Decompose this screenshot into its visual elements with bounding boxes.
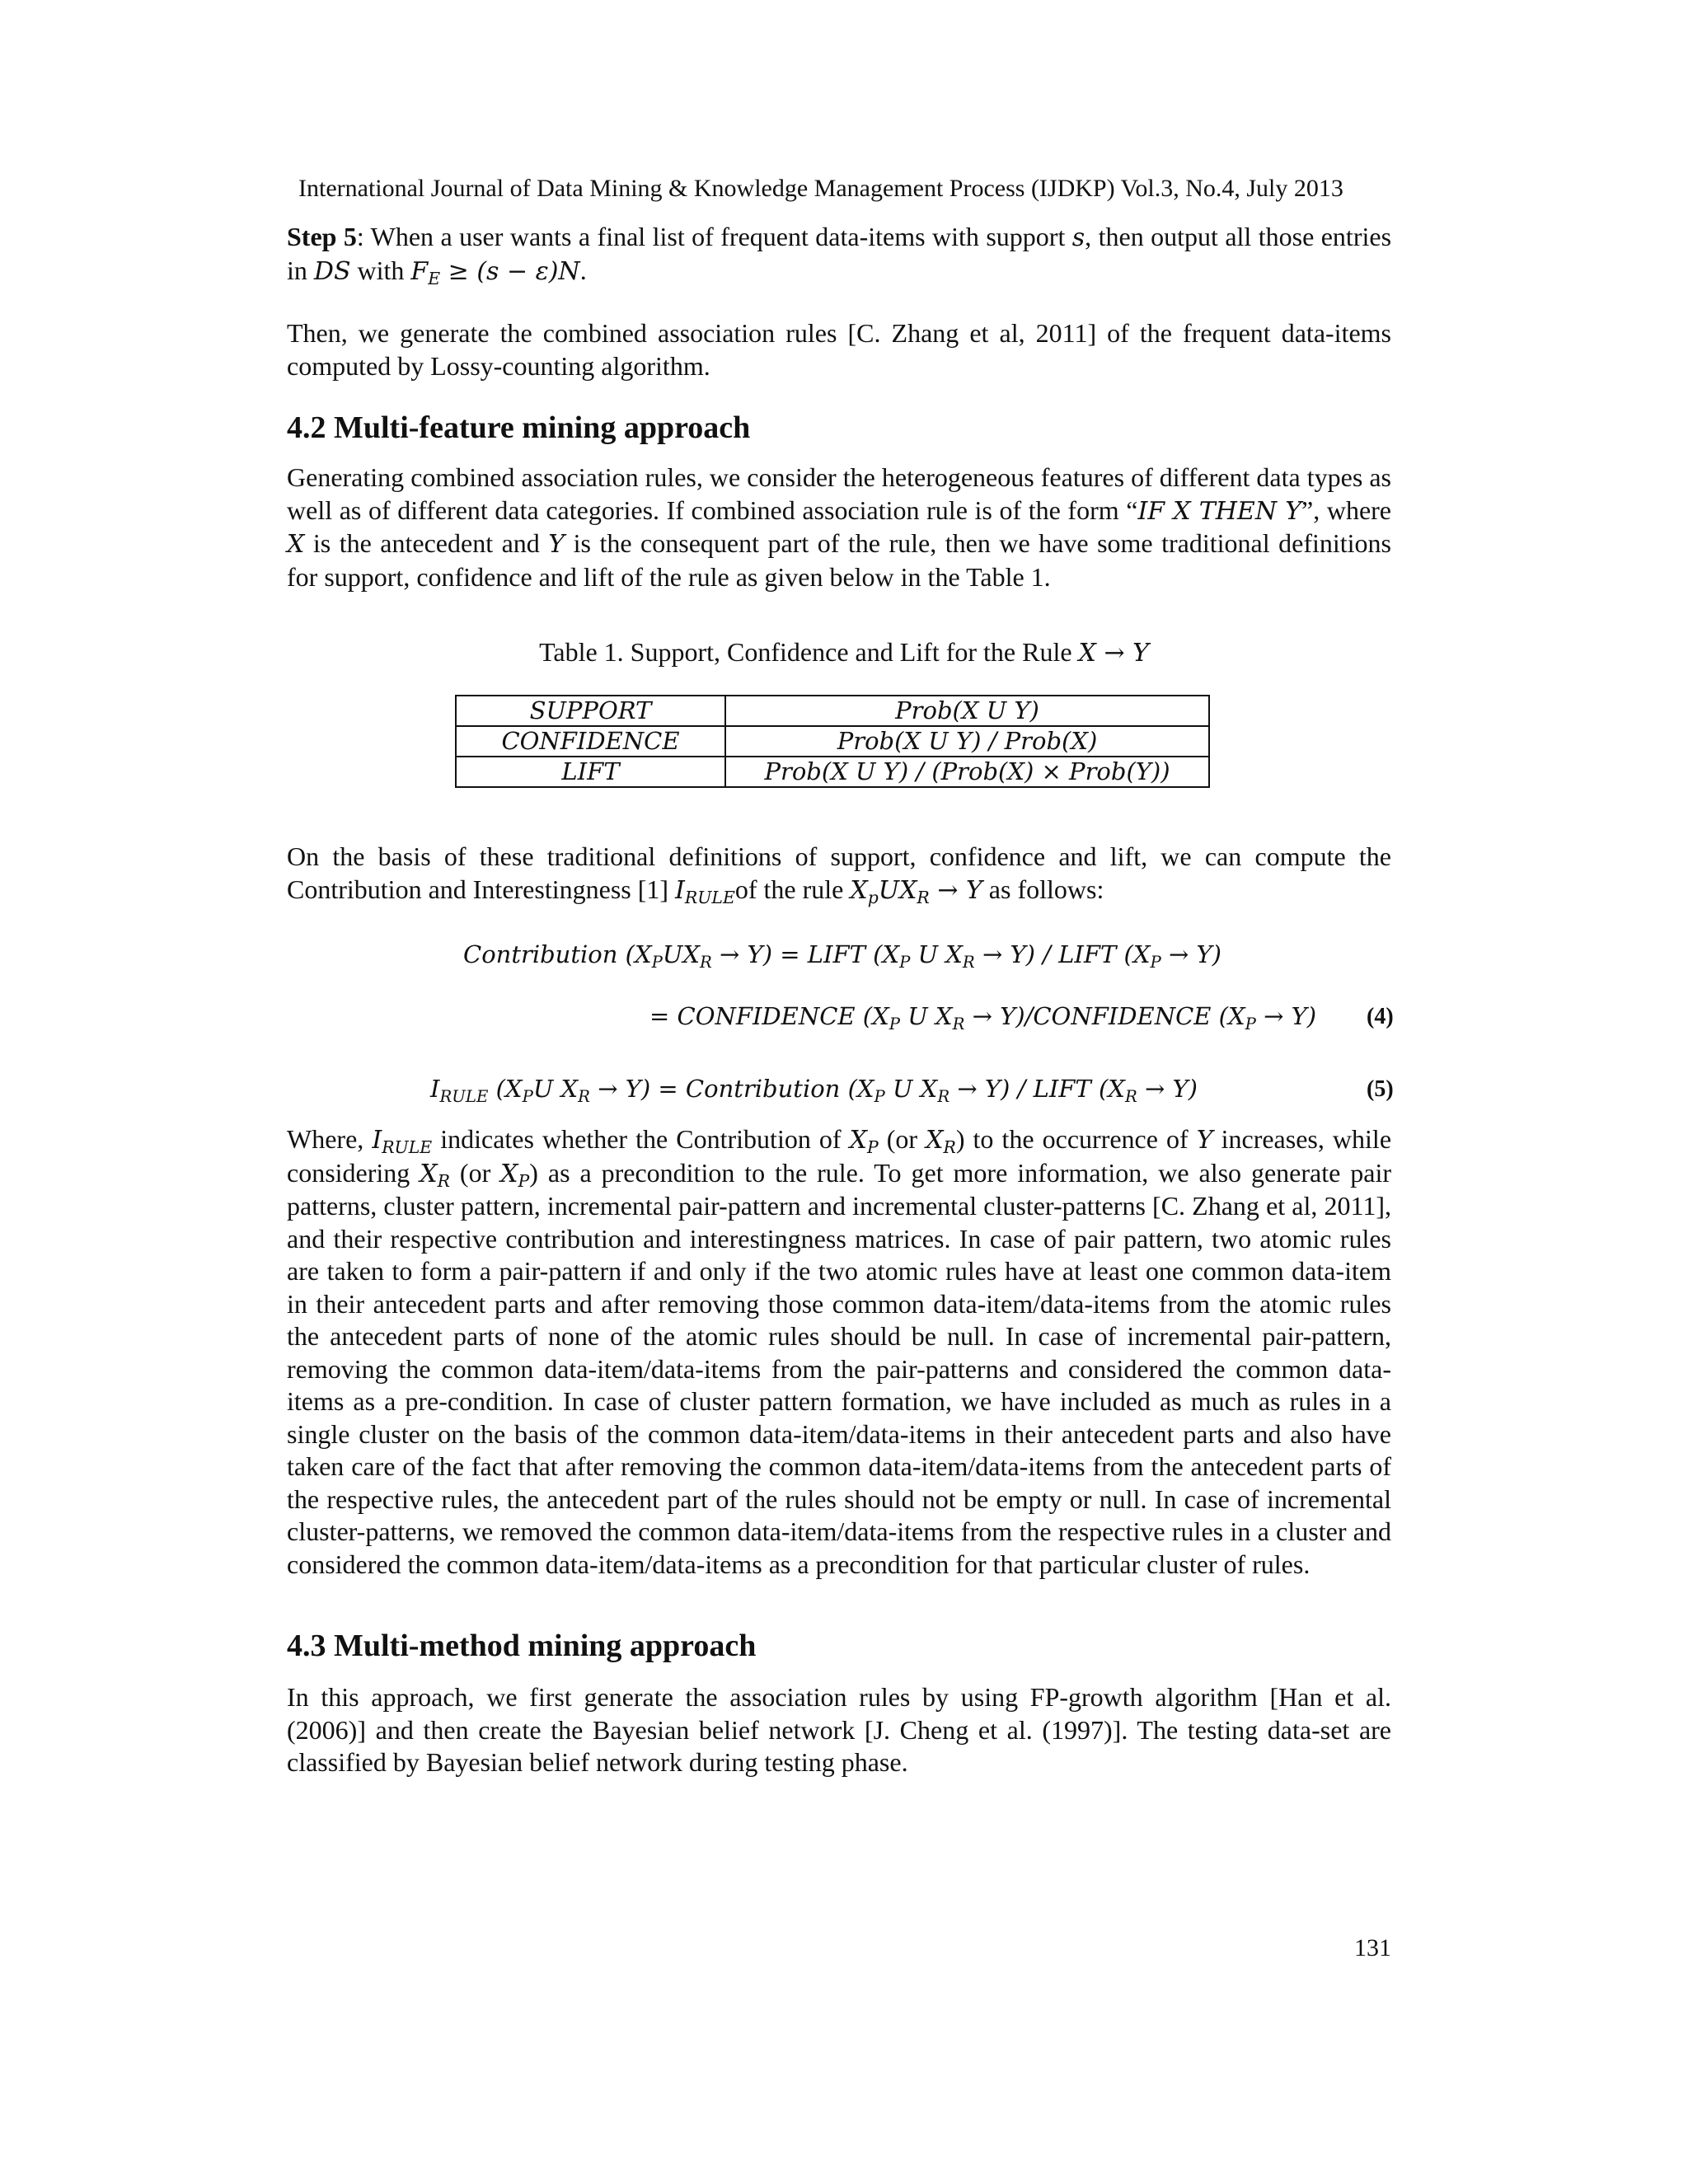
support-threshold-expr: $F_E \ge (s - \varepsilon)N$ — [410, 256, 580, 288]
table-cell-measure: LIFT — [456, 757, 725, 787]
table-cell-measure: SUPPORT — [456, 696, 725, 726]
table-row — [456, 757, 1209, 787]
running-header: International Journal of Data Mining & Knowledge Management Process (IJDKP) Vol.3, No.4, July 2013 — [298, 175, 1343, 202]
table-cell-formula: Prob(X U Y) — [725, 696, 1209, 726]
definitions-table-wrap — [455, 695, 1210, 788]
equation-number-4: (4) — [1367, 1004, 1394, 1029]
table-row — [456, 696, 1209, 726]
irule-symbol: $I_{RULE}$ — [675, 875, 735, 907]
table-cell-measure: CONFIDENCE — [456, 726, 725, 757]
step5-paragraph: Step 5: When a user wants a final list of frequent data-items with support s, then output all those entries in DS with $F_E \ge (s - \varepsilon)N$. — [287, 222, 1392, 288]
section-heading-4-3: 4.3 Multi-method mining approach — [287, 1629, 757, 1663]
step5-label: Step 5 — [287, 222, 357, 251]
paragraph-basis: On the basis of these traditional definitions of support, confidence and lift, we can compute the Contribution and Interestingness [1] $I_{RULE}of$ the rule $X_pUX_R \to Y$ as follows: — [287, 841, 1391, 907]
rule-expression: $X_pUX_R \to Y$ — [850, 875, 982, 907]
paragraph-multi-method: In this approach, we first generate the association rules by using FP-growth algorithm [Han et al. (2006)] and then create the Bayesian belief network [J. Cheng et al. (1997)]. The testing data-set are classified by Bayesian belief network during testing phase. — [287, 1682, 1391, 1777]
paragraph-then: Then, we generate the combined association rules [C. Zhang et al, 2011] of the frequent data-items computed by Lossy-counting algorithm. — [287, 318, 1391, 381]
table-caption: Table 1. Support, Confidence and Lift for the Rule X → Y — [539, 637, 1149, 668]
equation-interestingness: $I_{RULE}$ ($X_PU$ $X_R \to Y$) = Contribution ($X_P$ U $X_R \to Y$) / LIFT $(X_R \to Y)$ — [430, 1075, 1198, 1106]
equation-number-5: (5) — [1367, 1076, 1394, 1102]
table-cell-formula: Prob(X U Y) / Prob(X) — [725, 726, 1209, 757]
equation-confidence-ratio: = CONFIDENCE ($X_P$ U $X_R$ → Y)/CONFIDENCE $(X_P \to Y)$ — [649, 1002, 1317, 1033]
page-number: 131 — [1354, 1934, 1391, 1961]
paragraph-multi-feature: Generating combined association rules, we consider the heterogeneous features of different data types as well as of different data categories. If combined association rule is of the form “IF X THEN Y”, where X is the antecedent and Y is the consequent part of the rule, then we have some traditional definitions for support, confidence and lift of the rule as given below in the Table 1. — [287, 462, 1392, 592]
paragraph-where: Where, $I_{RULE}$ indicates whether the Contribution of $X_P$ (or $X_R$) to the occurrence of Y increases, while considering $X_R$ (or $X_P$) as a precondition to the rule. To get more information, we also generate pair patterns, cluster pattern, incremental pair-pattern and incremental cluster-patterns [C. Zhang et al, 2011], and their respective contribution and interestingness matrices. In case of pair pattern, two atomic rules are taken to form a pair-pattern if and only if the two atomic rules have at least one common data-item in their antecedent parts and after removing those common data-item/data-items from the atomic rules the antecedent parts of none of the atomic rules should be null. In case of incremental pair-pattern, removing the common data-item/data-items from the pair-patterns and considered the common data-items as a pre-condition. In case of cluster pattern formation, we have included as much as rules in a single cluster on the basis of the common data-item/data-items in their antecedent parts and also have taken care of the fact that after removing the common data-item/data-items from the antecedent parts of the respective rules, the antecedent part of the rules should not be empty or null. In case of incremental cluster-patterns, we removed the common data-item/data-items from the respective rules in a cluster and considered the common data-item/data-items as a precondition for that particular cluster of rules. — [287, 1124, 1392, 1579]
section-heading-4-2: 4.2 Multi-feature mining approach — [287, 410, 751, 445]
definitions-table — [455, 695, 1210, 788]
table-cell-formula: Prob(X U Y) / (Prob(X) × Prob(Y)) — [725, 757, 1209, 787]
table-row — [456, 726, 1209, 757]
equation-contribution: Contribution $(X_PUX_R \to Y)$ = LIFT ($X_P$ U $X_R \to Y$) / LIFT $(X_P \to Y)$ — [463, 940, 1221, 972]
